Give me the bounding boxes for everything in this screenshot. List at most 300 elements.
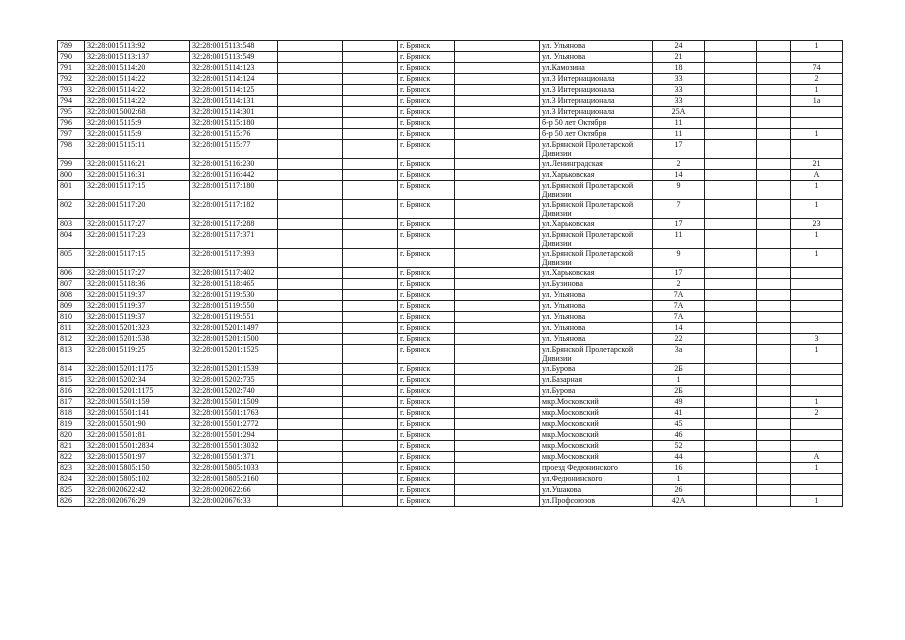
street-cell: ул.Базарная [540, 375, 653, 386]
flat-number-cell [791, 268, 843, 279]
row-number: 797 [58, 129, 85, 140]
empty-cell [343, 290, 398, 301]
table-row [58, 386, 843, 397]
empty-cell [343, 63, 398, 74]
flat-number-cell [791, 386, 843, 397]
empty-cell [757, 301, 791, 312]
city-cell: г. Брянск [398, 41, 455, 52]
table-row [58, 312, 843, 323]
cadastral-number-object: 32:28:0015115:180 [190, 118, 278, 129]
empty-cell [343, 219, 398, 230]
flat-number-cell [791, 419, 843, 430]
cadastral-number-land: 32:28:0015116:31 [85, 170, 190, 181]
cadastral-number-land: 32:28:0015201:323 [85, 323, 190, 334]
cadastral-number-object: 32:28:0015501:1763 [190, 408, 278, 419]
empty-cell [705, 452, 757, 463]
empty-cell [278, 441, 343, 452]
empty-cell [455, 41, 540, 52]
empty-cell [455, 268, 540, 279]
empty-cell [757, 159, 791, 170]
empty-cell [757, 397, 791, 408]
row-number: 800 [58, 170, 85, 181]
cadastral-number-object: 32:28:0015117:180 [190, 181, 278, 200]
empty-cell [343, 441, 398, 452]
empty-cell [455, 345, 540, 364]
house-number-cell: 11 [653, 118, 705, 129]
empty-cell [455, 290, 540, 301]
empty-cell [757, 364, 791, 375]
empty-cell [278, 74, 343, 85]
empty-cell [343, 496, 398, 507]
city-cell: г. Брянск [398, 200, 455, 219]
empty-cell [278, 219, 343, 230]
empty-cell [278, 474, 343, 485]
flat-number-cell [791, 279, 843, 290]
city-cell: г. Брянск [398, 290, 455, 301]
empty-cell [278, 230, 343, 249]
street-cell: ул. Ульянова [540, 52, 653, 63]
cadastral-number-land: 32:28:0015113:92 [85, 41, 190, 52]
street-cell: ул.Харьковская [540, 170, 653, 181]
city-cell: г. Брянск [398, 85, 455, 96]
row-number: 813 [58, 345, 85, 364]
flat-number-cell: 1 [791, 397, 843, 408]
house-number-cell: 11 [653, 129, 705, 140]
cadastral-number-object: 32:28:0015114:301 [190, 107, 278, 118]
cadastral-number-land: 32:28:0015805:102 [85, 474, 190, 485]
cadastral-number-object: 32:28:0015115:76 [190, 129, 278, 140]
empty-cell [705, 419, 757, 430]
table-row [58, 230, 843, 249]
flat-number-cell [791, 118, 843, 129]
empty-cell [455, 386, 540, 397]
empty-cell [757, 74, 791, 85]
empty-cell [705, 181, 757, 200]
house-number-cell: 24 [653, 41, 705, 52]
empty-cell [343, 397, 398, 408]
row-number: 808 [58, 290, 85, 301]
empty-cell [757, 129, 791, 140]
table-row [58, 334, 843, 345]
empty-cell [455, 279, 540, 290]
empty-cell [343, 52, 398, 63]
house-number-cell: 33 [653, 74, 705, 85]
empty-cell [278, 345, 343, 364]
empty-cell [278, 140, 343, 159]
flat-number-cell [791, 312, 843, 323]
empty-cell [705, 219, 757, 230]
empty-cell [455, 52, 540, 63]
empty-cell [455, 170, 540, 181]
empty-cell [705, 140, 757, 159]
empty-cell [278, 268, 343, 279]
street-cell: ул.Брянской Пролетарской Дивизии [540, 249, 653, 268]
empty-cell [278, 52, 343, 63]
flat-number-cell: 23 [791, 219, 843, 230]
empty-cell [757, 375, 791, 386]
empty-cell [757, 181, 791, 200]
table-row [58, 181, 843, 200]
empty-cell [705, 345, 757, 364]
street-cell: ул.Ленинградская [540, 159, 653, 170]
empty-cell [757, 52, 791, 63]
flat-number-cell [791, 430, 843, 441]
empty-cell [757, 107, 791, 118]
flat-number-cell: 1 [791, 463, 843, 474]
street-cell: ул.3 Интернационала [540, 74, 653, 85]
flat-number-cell: 1 [791, 181, 843, 200]
empty-cell [455, 249, 540, 268]
table-row [58, 452, 843, 463]
table-row [58, 301, 843, 312]
house-number-cell: 18 [653, 63, 705, 74]
street-cell: ул.Бузинова [540, 279, 653, 290]
row-number: 794 [58, 96, 85, 107]
house-number-cell: 33 [653, 85, 705, 96]
house-number-cell: 22 [653, 334, 705, 345]
street-cell: ул.Федюнинского [540, 474, 653, 485]
empty-cell [278, 129, 343, 140]
row-number: 817 [58, 397, 85, 408]
street-cell: б-р 50 лет Октября [540, 129, 653, 140]
row-number: 825 [58, 485, 85, 496]
empty-cell [343, 118, 398, 129]
row-number: 816 [58, 386, 85, 397]
empty-cell [757, 170, 791, 181]
table-row [58, 268, 843, 279]
table-row [58, 441, 843, 452]
row-number: 795 [58, 107, 85, 118]
flat-number-cell: 1 [791, 249, 843, 268]
empty-cell [757, 41, 791, 52]
flat-number-cell [791, 140, 843, 159]
row-number: 803 [58, 219, 85, 230]
table-row [58, 345, 843, 364]
row-number: 811 [58, 323, 85, 334]
empty-cell [705, 74, 757, 85]
city-cell: г. Брянск [398, 107, 455, 118]
table-row [58, 170, 843, 181]
empty-cell [455, 107, 540, 118]
empty-cell [455, 397, 540, 408]
house-number-cell: 17 [653, 140, 705, 159]
flat-number-cell: А [791, 452, 843, 463]
city-cell: г. Брянск [398, 364, 455, 375]
empty-cell [343, 386, 398, 397]
registry-table [57, 40, 843, 507]
empty-cell [343, 345, 398, 364]
empty-cell [705, 290, 757, 301]
city-cell: г. Брянск [398, 485, 455, 496]
empty-cell [343, 140, 398, 159]
row-number: 790 [58, 52, 85, 63]
city-cell: г. Брянск [398, 463, 455, 474]
table-row [58, 200, 843, 219]
table-row [58, 279, 843, 290]
city-cell: г. Брянск [398, 397, 455, 408]
table-row [58, 249, 843, 268]
empty-cell [705, 52, 757, 63]
street-cell: мкр.Московский [540, 419, 653, 430]
city-cell: г. Брянск [398, 268, 455, 279]
empty-cell [343, 334, 398, 345]
empty-cell [705, 129, 757, 140]
house-number-cell: 1 [653, 375, 705, 386]
empty-cell [343, 301, 398, 312]
house-number-cell: 7А [653, 301, 705, 312]
empty-cell [705, 474, 757, 485]
empty-cell [757, 496, 791, 507]
house-number-cell: 16 [653, 463, 705, 474]
empty-cell [757, 474, 791, 485]
house-number-cell: 2 [653, 159, 705, 170]
empty-cell [278, 375, 343, 386]
cadastral-number-object: 32:28:0015114:124 [190, 74, 278, 85]
empty-cell [757, 485, 791, 496]
city-cell: г. Брянск [398, 474, 455, 485]
cadastral-number-land: 32:28:0015113:137 [85, 52, 190, 63]
empty-cell [455, 219, 540, 230]
flat-number-cell: 1 [791, 85, 843, 96]
empty-cell [343, 230, 398, 249]
cadastral-number-object: 32:28:0015119:550 [190, 301, 278, 312]
empty-cell [757, 408, 791, 419]
cadastral-number-object: 32:28:0015201:1497 [190, 323, 278, 334]
empty-cell [278, 485, 343, 496]
empty-cell [757, 63, 791, 74]
cadastral-number-land: 32:28:0015118:36 [85, 279, 190, 290]
street-cell: ул.Харьковская [540, 219, 653, 230]
cadastral-number-object: 32:28:0020676:33 [190, 496, 278, 507]
house-number-cell: 2Б [653, 364, 705, 375]
street-cell: ул.Профсоюзов [540, 496, 653, 507]
house-number-cell: 41 [653, 408, 705, 419]
cadastral-number-land: 32:28:0020676:29 [85, 496, 190, 507]
table-row [58, 397, 843, 408]
empty-cell [343, 41, 398, 52]
row-number: 804 [58, 230, 85, 249]
table-row [58, 41, 843, 52]
empty-cell [757, 85, 791, 96]
empty-cell [757, 334, 791, 345]
row-number: 796 [58, 118, 85, 129]
cadastral-number-land: 32:28:0015115:9 [85, 129, 190, 140]
empty-cell [757, 219, 791, 230]
cadastral-number-land: 32:28:0015501:81 [85, 430, 190, 441]
cadastral-number-land: 32:28:0015115:9 [85, 118, 190, 129]
house-number-cell: 44 [653, 452, 705, 463]
street-cell: проезд Федюнинского [540, 463, 653, 474]
empty-cell [705, 301, 757, 312]
empty-cell [455, 408, 540, 419]
street-cell: ул.Брянской Пролетарской Дивизии [540, 345, 653, 364]
empty-cell [455, 419, 540, 430]
cadastral-number-object: 32:28:0015201:1539 [190, 364, 278, 375]
empty-cell [455, 430, 540, 441]
cadastral-number-object: 32:28:0015117:402 [190, 268, 278, 279]
city-cell: г. Брянск [398, 63, 455, 74]
house-number-cell: 17 [653, 219, 705, 230]
street-cell: ул.Брянской Пролетарской Дивизии [540, 200, 653, 219]
street-cell: мкр.Московский [540, 397, 653, 408]
row-number: 801 [58, 181, 85, 200]
empty-cell [343, 364, 398, 375]
cadastral-number-land: 32:28:0015201:1175 [85, 364, 190, 375]
table-row [58, 63, 843, 74]
empty-cell [757, 323, 791, 334]
house-number-cell: 17 [653, 268, 705, 279]
row-number: 820 [58, 430, 85, 441]
city-cell: г. Брянск [398, 52, 455, 63]
row-number: 805 [58, 249, 85, 268]
table-row [58, 323, 843, 334]
street-cell: ул. Ульянова [540, 312, 653, 323]
house-number-cell: 46 [653, 430, 705, 441]
empty-cell [455, 312, 540, 323]
cadastral-number-object: 32:28:0015113:548 [190, 41, 278, 52]
city-cell: г. Брянск [398, 323, 455, 334]
cadastral-number-object: 32:28:0015202:740 [190, 386, 278, 397]
empty-cell [757, 290, 791, 301]
empty-cell [278, 290, 343, 301]
row-number: 799 [58, 159, 85, 170]
row-number: 826 [58, 496, 85, 507]
empty-cell [278, 85, 343, 96]
cadastral-number-land: 32:28:0015119:25 [85, 345, 190, 364]
empty-cell [705, 312, 757, 323]
empty-cell [455, 452, 540, 463]
empty-cell [705, 85, 757, 96]
empty-cell [705, 408, 757, 419]
empty-cell [278, 312, 343, 323]
cadastral-number-object: 32:28:0015805:2160 [190, 474, 278, 485]
cadastral-number-land: 32:28:0015117:15 [85, 249, 190, 268]
city-cell: г. Брянск [398, 441, 455, 452]
cadastral-number-land: 32:28:0020622:42 [85, 485, 190, 496]
house-number-cell: 21 [653, 52, 705, 63]
city-cell: г. Брянск [398, 219, 455, 230]
street-cell: ул.3 Интернационала [540, 107, 653, 118]
cadastral-number-object: 32:28:0015501:294 [190, 430, 278, 441]
empty-cell [455, 85, 540, 96]
flat-number-cell [791, 364, 843, 375]
cadastral-number-object: 32:28:0015805:1033 [190, 463, 278, 474]
house-number-cell: 33 [653, 96, 705, 107]
row-number: 807 [58, 279, 85, 290]
empty-cell [343, 279, 398, 290]
table-row [58, 496, 843, 507]
empty-cell [455, 474, 540, 485]
cadastral-number-object: 32:28:0015117:393 [190, 249, 278, 268]
city-cell: г. Брянск [398, 375, 455, 386]
flat-number-cell [791, 301, 843, 312]
flat-number-cell: 2 [791, 408, 843, 419]
street-cell: б-р 50 лет Октября [540, 118, 653, 129]
empty-cell [705, 249, 757, 268]
row-number: 822 [58, 452, 85, 463]
empty-cell [705, 375, 757, 386]
cadastral-number-land: 32:28:0015117:27 [85, 268, 190, 279]
city-cell: г. Брянск [398, 74, 455, 85]
empty-cell [705, 268, 757, 279]
flat-number-cell [791, 474, 843, 485]
house-number-cell: 7А [653, 290, 705, 301]
table-row [58, 219, 843, 230]
empty-cell [705, 159, 757, 170]
house-number-cell: 2 [653, 279, 705, 290]
empty-cell [278, 170, 343, 181]
empty-cell [705, 107, 757, 118]
flat-number-cell: 1 [791, 200, 843, 219]
house-number-cell: 9 [653, 181, 705, 200]
cadastral-number-land: 32:28:0015002:68 [85, 107, 190, 118]
cadastral-number-land: 32:28:0015117:27 [85, 219, 190, 230]
empty-cell [343, 452, 398, 463]
cadastral-number-object: 32:28:0015501:1509 [190, 397, 278, 408]
street-cell: ул.Брянской Пролетарской Дивизии [540, 230, 653, 249]
empty-cell [705, 118, 757, 129]
cadastral-number-object: 32:28:0015118:465 [190, 279, 278, 290]
house-number-cell: 1 [653, 474, 705, 485]
row-number: 793 [58, 85, 85, 96]
city-cell: г. Брянск [398, 129, 455, 140]
cadastral-number-land: 32:28:0015119:37 [85, 290, 190, 301]
flat-number-cell [791, 323, 843, 334]
empty-cell [705, 386, 757, 397]
empty-cell [757, 230, 791, 249]
row-number: 798 [58, 140, 85, 159]
flat-number-cell [791, 441, 843, 452]
empty-cell [757, 249, 791, 268]
table-row [58, 463, 843, 474]
cadastral-number-land: 32:28:0015501:2834 [85, 441, 190, 452]
registry-body [58, 41, 843, 507]
empty-cell [757, 463, 791, 474]
empty-cell [705, 170, 757, 181]
street-cell: ул. Ульянова [540, 334, 653, 345]
empty-cell [278, 496, 343, 507]
city-cell: г. Брянск [398, 170, 455, 181]
house-number-cell: 52 [653, 441, 705, 452]
table-row [58, 107, 843, 118]
flat-number-cell: 74 [791, 63, 843, 74]
house-number-cell: 45 [653, 419, 705, 430]
empty-cell [278, 107, 343, 118]
house-number-cell: 7 [653, 200, 705, 219]
cadastral-number-object: 32:28:0015117:182 [190, 200, 278, 219]
house-number-cell: 14 [653, 170, 705, 181]
cadastral-number-land: 32:28:0015114:22 [85, 74, 190, 85]
empty-cell [343, 249, 398, 268]
empty-cell [757, 345, 791, 364]
empty-cell [343, 107, 398, 118]
cadastral-number-object: 32:28:0015115:77 [190, 140, 278, 159]
empty-cell [455, 74, 540, 85]
empty-cell [278, 96, 343, 107]
row-number: 815 [58, 375, 85, 386]
street-cell: ул.3 Интернационала [540, 85, 653, 96]
street-cell: ул.Харьковская [540, 268, 653, 279]
document-sheet [57, 40, 843, 507]
empty-cell [705, 397, 757, 408]
empty-cell [757, 200, 791, 219]
row-number: 809 [58, 301, 85, 312]
empty-cell [278, 430, 343, 441]
empty-cell [705, 323, 757, 334]
empty-cell [343, 74, 398, 85]
empty-cell [757, 268, 791, 279]
city-cell: г. Брянск [398, 408, 455, 419]
